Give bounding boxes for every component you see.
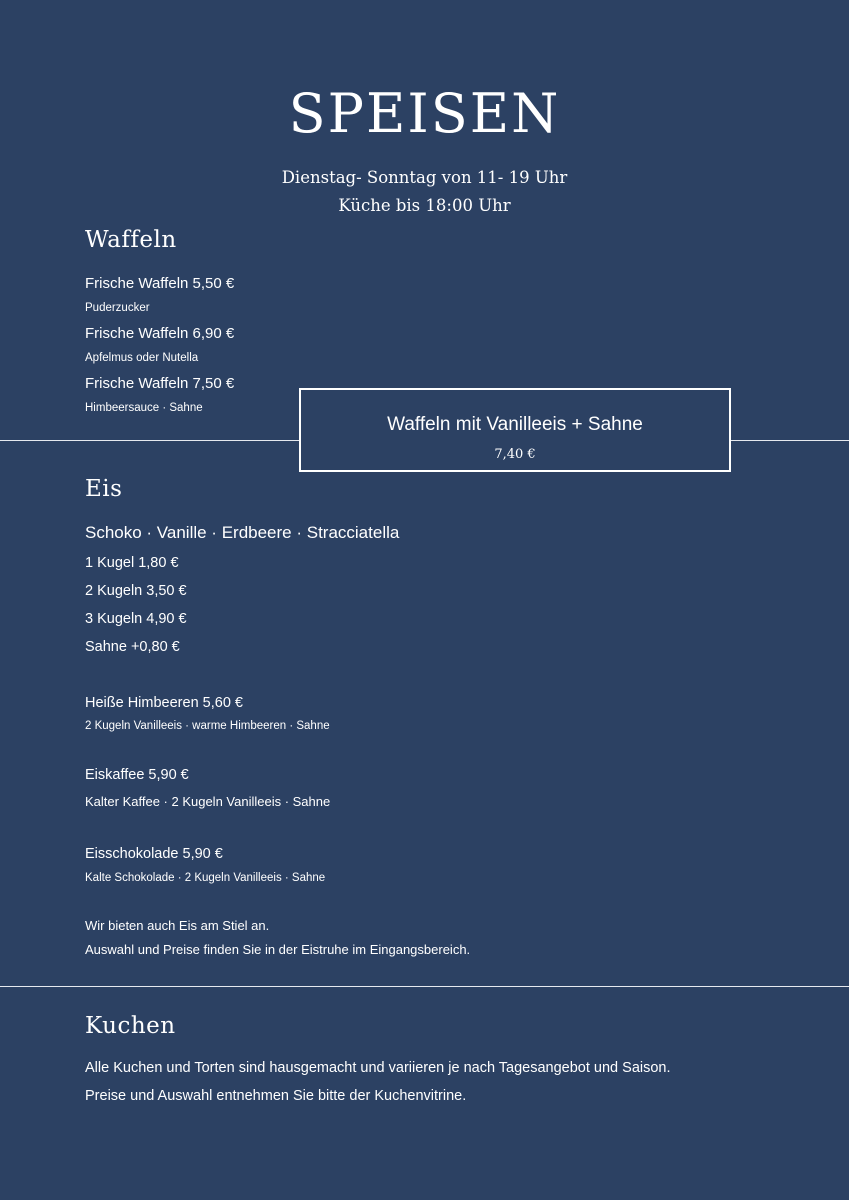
menu-item-description: Himbeersauce · Sahne	[85, 402, 203, 414]
page-title: SPEISEN	[288, 82, 561, 145]
special-offer-box	[299, 388, 731, 472]
special-offer-title: Waffeln mit Vanilleeis + Sahne	[387, 414, 643, 435]
menu-item-name: Eiskaffee 5,90 €	[85, 767, 189, 783]
section-heading-kuchen: Kuchen	[85, 1013, 176, 1039]
special-offer-price: 7,40 €	[494, 447, 536, 462]
menu-item-description: Kalter Kaffee · 2 Kugeln Vanilleeis · Sahne	[85, 794, 331, 809]
kuchen-text: Alle Kuchen und Torten sind hausgemacht und variieren je nach Tagesangebot und Saison.	[85, 1060, 671, 1076]
menu-item-name: Heiße Himbeeren 5,60 €	[85, 695, 243, 711]
menu-item-name: Eisschokolade 5,90 €	[85, 846, 223, 862]
menu-item-description: 2 Kugeln Vanilleeis · warme Himbeeren · Sahne	[85, 720, 330, 732]
scoop-price: 2 Kugeln 3,50 €	[85, 583, 187, 599]
ice-note: Wir bieten auch Eis am Stiel an.	[85, 918, 270, 933]
opening-hours: Dienstag- Sonntag von 11- 19 Uhr	[281, 168, 568, 187]
section-divider	[0, 986, 849, 987]
menu-item-name: Frische Waffeln 5,50 €	[85, 275, 235, 292]
menu-item-description: Puderzucker	[85, 302, 150, 314]
kuchen-text: Preise und Auswahl entnehmen Sie bitte der Kuchenvitrine.	[85, 1088, 467, 1104]
section-heading-waffeln: Waffeln	[85, 227, 177, 253]
kitchen-hours: Küche bis 18:00 Uhr	[338, 196, 511, 215]
ice-flavors: Schoko · Vanille · Erdbeere · Stracciatella	[85, 523, 400, 542]
menu-item-description: Apfelmus oder Nutella	[85, 352, 199, 364]
menu-item-name: Frische Waffeln 7,50 €	[85, 375, 235, 392]
menu-item-name: Frische Waffeln 6,90 €	[85, 325, 235, 342]
ice-note: Auswahl und Preise finden Sie in der Eistruhe im Eingangsbereich.	[85, 942, 471, 957]
scoop-price: 3 Kugeln 4,90 €	[85, 611, 187, 627]
menu-item-description: Kalte Schokolade · 2 Kugeln Vanilleeis · Sahne	[85, 872, 326, 884]
cream-price: Sahne +0,80 €	[85, 639, 180, 655]
section-heading-eis: Eis	[85, 476, 123, 502]
scoop-price: 1 Kugel 1,80 €	[85, 555, 179, 571]
